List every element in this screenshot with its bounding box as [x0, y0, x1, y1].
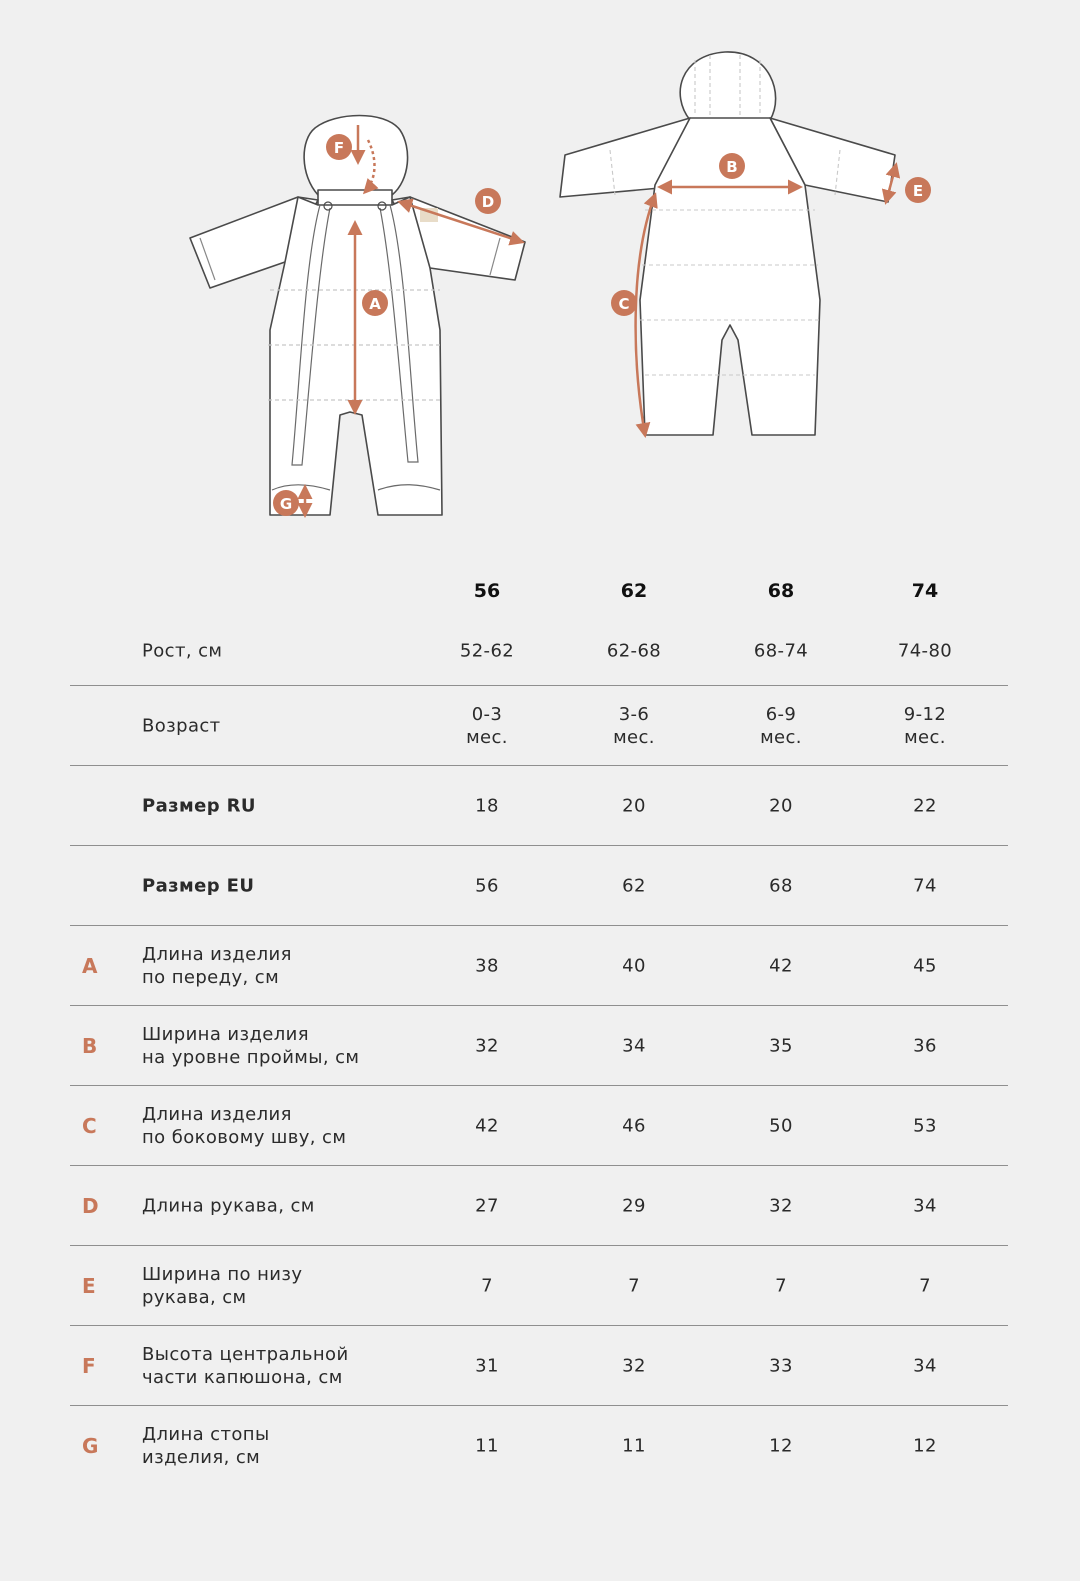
callout-a: [362, 290, 388, 316]
table-cell: 11: [475, 1435, 499, 1456]
row-label: Длина изделия по переду, см: [142, 943, 292, 988]
measure-letter: A: [82, 953, 98, 978]
column-header: 56: [473, 580, 501, 602]
table-row: [70, 1406, 1008, 1485]
table-cell: 38: [475, 955, 499, 976]
table-row: [70, 1166, 1008, 1246]
table-row: [70, 846, 1008, 926]
table-cell: 68: [769, 875, 793, 896]
front-view-outline: [190, 116, 525, 516]
table-cell: 12: [769, 1435, 793, 1456]
table-cell: 0-3 мес.: [466, 703, 508, 748]
table-cell: 22: [913, 795, 937, 816]
row-label: Размер RU: [142, 795, 256, 816]
table-cell: 40: [622, 955, 646, 976]
table-cell: 53: [913, 1115, 937, 1136]
table-cell: 3-6 мес.: [613, 703, 655, 748]
table-cell: 9-12 мес.: [903, 703, 947, 748]
measure-letter: E: [82, 1273, 96, 1298]
table-cell: 46: [622, 1115, 646, 1136]
table-cell: 62: [622, 875, 646, 896]
table-cell: 62-68: [606, 640, 662, 662]
table-cell: 68-74: [753, 640, 809, 662]
column-header: 68: [767, 580, 795, 602]
table-cell: 33: [769, 1355, 793, 1376]
table-cell: 12: [913, 1435, 937, 1456]
measure-letter: B: [82, 1033, 98, 1058]
row-label: Ширина изделия на уровне проймы, см: [142, 1023, 360, 1068]
table-cell: 35: [769, 1035, 793, 1056]
table-cell: 20: [769, 795, 793, 816]
svg-text:B: B: [726, 158, 738, 176]
table-cell: 36: [913, 1035, 937, 1056]
table-cell: 7: [775, 1275, 787, 1296]
garment-illustration: [0, 0, 1080, 540]
table-row: [70, 1006, 1008, 1086]
callout-b: [719, 153, 745, 179]
row-label: Рост, см: [142, 640, 223, 662]
table-cell: 29: [622, 1195, 646, 1216]
table-cell: 7: [919, 1275, 931, 1296]
row-label: Размер EU: [142, 875, 255, 896]
row-label: Длина рукава, см: [142, 1195, 315, 1216]
table-cell: 7: [481, 1275, 493, 1296]
table-row: [70, 926, 1008, 1006]
table-cell: 56: [475, 875, 499, 896]
table-cell: 7: [628, 1275, 640, 1296]
table-cell: 27: [475, 1195, 499, 1216]
row-label: Возраст: [142, 715, 221, 736]
table-cell: 50: [769, 1115, 793, 1136]
svg-text:D: D: [481, 193, 495, 211]
size-table: [70, 570, 1008, 1485]
callout-d: [475, 188, 501, 214]
measure-letter: G: [82, 1433, 99, 1458]
table-cell: 42: [769, 955, 793, 976]
table-row: [70, 686, 1008, 766]
column-header: 74: [911, 580, 939, 602]
table-cell: 45: [913, 955, 937, 976]
column-header: 62: [620, 580, 648, 602]
row-label: Ширина по низу рукава, см: [142, 1263, 303, 1308]
table-cell: 32: [475, 1035, 499, 1056]
callout-g: [273, 490, 299, 516]
table-cell: 18: [475, 795, 499, 816]
table-cell: 42: [475, 1115, 499, 1136]
table-cell: 6-9 мес.: [760, 703, 802, 748]
table-cell: 11: [622, 1435, 646, 1456]
table-cell: 34: [913, 1355, 937, 1376]
svg-text:A: A: [369, 295, 381, 313]
table-cell: 34: [913, 1195, 937, 1216]
callout-e: [905, 177, 931, 203]
svg-text:F: F: [333, 139, 345, 157]
callout-f: [326, 134, 352, 160]
size-table-header: [70, 570, 1008, 617]
table-cell: 32: [769, 1195, 793, 1216]
table-row: [70, 1246, 1008, 1326]
row-label: Высота центральной части капюшона, см: [142, 1343, 349, 1388]
table-row: [70, 1326, 1008, 1406]
measure-letter: D: [82, 1193, 99, 1218]
measure-letter: C: [82, 1113, 97, 1138]
table-cell: 74-80: [897, 640, 953, 662]
table-cell: 32: [622, 1355, 646, 1376]
measure-letter: F: [82, 1353, 96, 1378]
table-cell: 52-62: [459, 640, 515, 662]
back-view-outline: [560, 52, 895, 435]
table-cell: 74: [913, 875, 937, 896]
svg-text:E: E: [912, 182, 924, 200]
row-label: Длина изделия по боковому шву, см: [142, 1103, 347, 1148]
table-cell: 34: [622, 1035, 646, 1056]
table-row: [70, 617, 1008, 686]
table-cell: 20: [622, 795, 646, 816]
row-label: Длина стопы изделия, см: [142, 1423, 270, 1468]
table-row: [70, 766, 1008, 846]
svg-text:C: C: [618, 295, 630, 313]
table-cell: 31: [475, 1355, 499, 1376]
svg-text:G: G: [279, 495, 293, 513]
callout-c: [611, 290, 637, 316]
table-row: [70, 1086, 1008, 1166]
